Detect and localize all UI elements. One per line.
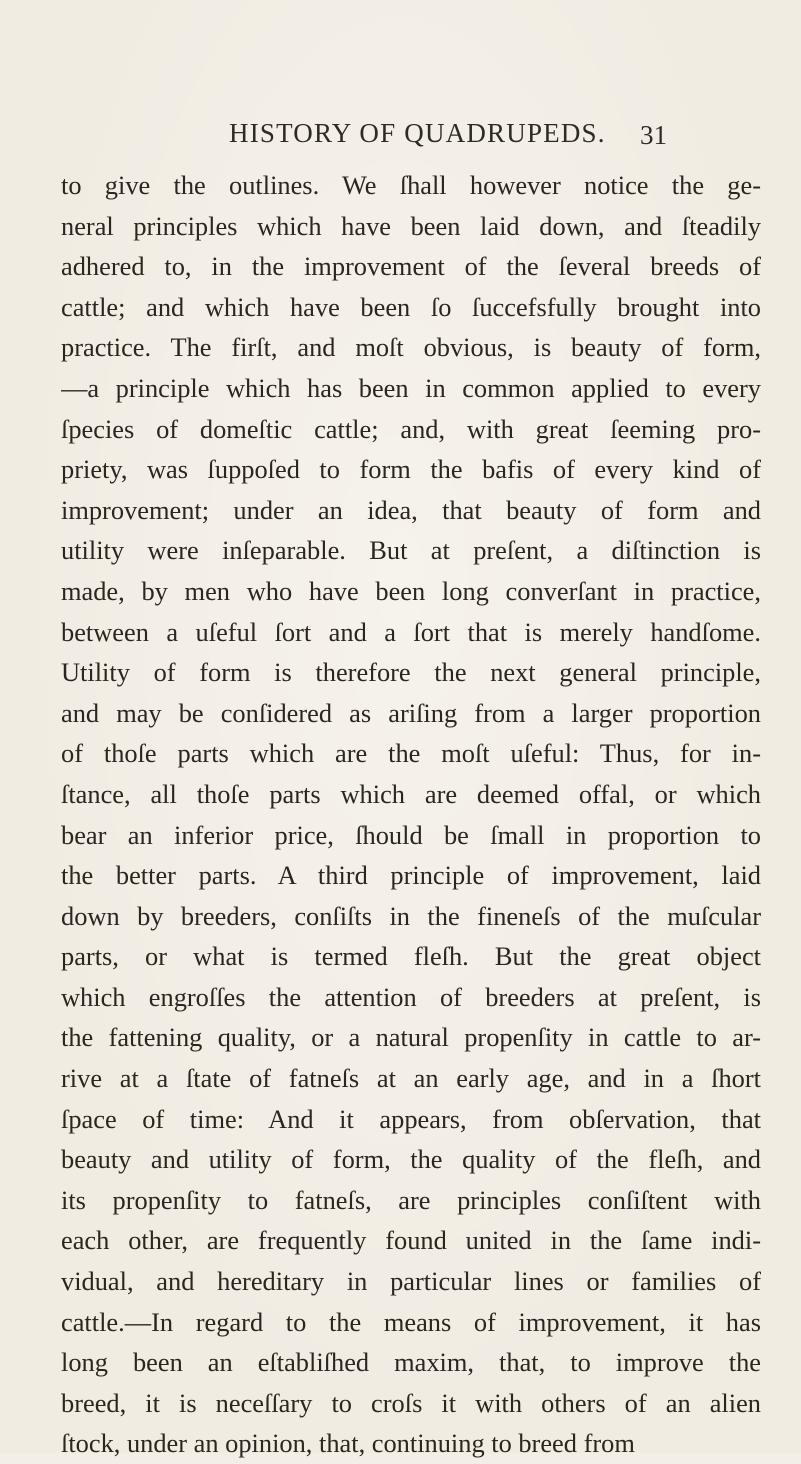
text-line: its propenſity to fatneſs, are principles conſiſtent with — [61, 1184, 761, 1215]
text-line: breed, it is neceſſary to croſs it with others of an alien — [61, 1387, 761, 1418]
text-line: which engroſſes the attention of breeders at preſent, is — [61, 981, 761, 1012]
text-line: ſpace of time: And it appears, from obſervation, that — [61, 1103, 761, 1134]
text-line: —a principle which has been in common applied to every — [61, 372, 761, 403]
text-line: to give the outlines. We ſhall however notice the ge- — [61, 170, 761, 200]
running-head: HISTORY OF QUADRUPEDS. — [229, 118, 606, 148]
text-line: priety, was ſuppoſed to form the bafis of every kind of — [61, 454, 761, 485]
text-line: ſtance, all thoſe parts which are deemed offal, or which — [61, 778, 761, 809]
text-line: ſtock, under an opinion, that, continuing to breed from — [61, 1428, 635, 1459]
page-header — [0, 118, 801, 158]
text-line: neral principles which have been laid down, and ſteadily — [61, 210, 761, 241]
text-line: made, by men who have been long converſant in practice, — [61, 575, 761, 606]
text-line: beauty and utility of form, the quality of the fleſh, and — [61, 1144, 761, 1175]
text-line: and may be conſidered as ariſing from a larger proportion — [61, 697, 761, 728]
text-line: parts, or what is termed fleſh. But the great object — [61, 941, 761, 972]
text-line: Utility of form is therefore the next general principle, — [61, 657, 761, 688]
text-line: the fattening quality, or a natural propenſity in cattle to ar- — [61, 1022, 761, 1053]
text-line: utility were inſeparable. But at preſent, a diſtinction is — [61, 535, 761, 566]
text-line: of thoſe parts which are the moſt uſeful: Thus, for in- — [61, 738, 761, 769]
text-line: practice. The firſt, and moſt obvious, is beauty of form, — [61, 332, 761, 363]
text-line: rive at a ſtate of fatneſs at an early age, and in a ſhort — [61, 1063, 761, 1094]
text-line: bear an inferior price, ſhould be ſmall in proportion to — [61, 819, 761, 850]
page-number: 31 — [640, 120, 667, 150]
text-line: ſpecies of domeſtic cattle; and, with great ſeeming pro- — [61, 413, 761, 444]
text-line: improvement; under an idea, that beauty of form and — [61, 494, 761, 525]
text-line: down by breeders, conſiſts in the fineneſs of the muſcular — [61, 900, 761, 931]
body-text — [61, 165, 761, 1464]
text-line: cattle.—In regard to the means of improvement, it has — [61, 1306, 761, 1337]
text-line: adhered to, in the improvement of the ſeveral breeds of — [61, 251, 761, 282]
text-line: vidual, and hereditary in particular lines or families of — [61, 1266, 761, 1297]
text-line: long been an eſtabliſhed maxim, that, to improve the — [61, 1347, 761, 1378]
text-line: each other, are frequently found united in the ſame indi- — [61, 1225, 761, 1256]
text-line: the better parts. A third principle of improvement, laid — [61, 860, 761, 891]
text-line: between a uſeful ſort and a ſort that is merely handſome. — [61, 616, 761, 647]
text-line: cattle; and which have been ſo ſuccefsfully brought into — [61, 291, 761, 322]
